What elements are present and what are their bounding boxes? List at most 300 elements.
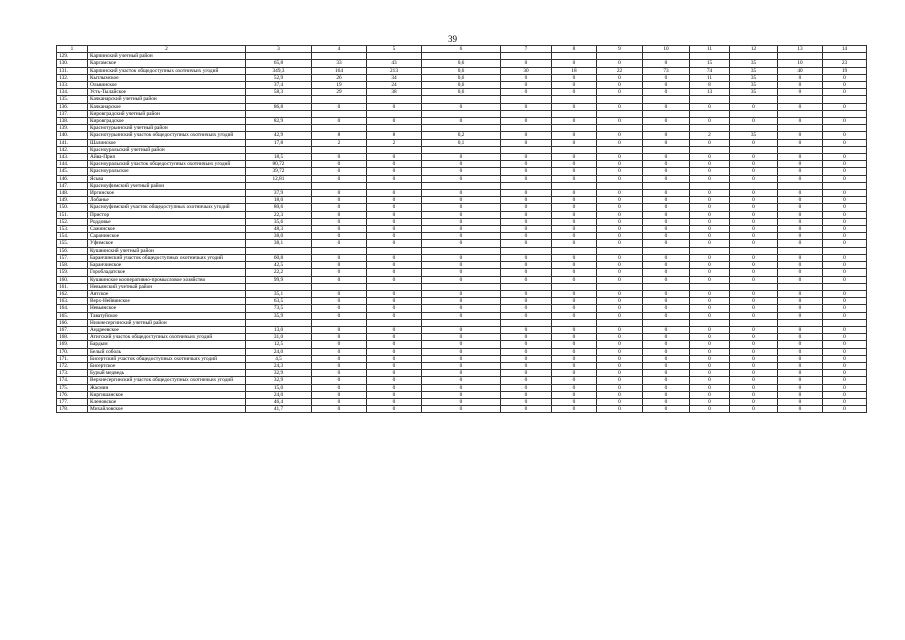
hunting-ground-name: Красноуральское [88,168,246,175]
value-cell: 10 [778,60,823,67]
value-cell: 0,2 [422,132,501,139]
value-cell: 43 [367,60,422,67]
value-cell: 0 [643,377,690,384]
value-cell: 0 [778,262,823,269]
value-cell: 0 [643,197,690,204]
value-cell [552,182,597,189]
value-cell: 0 [367,218,422,225]
value-cell: 0 [778,132,823,139]
value-cell: 0 [312,154,367,161]
value-cell: 0 [690,355,730,362]
value-cell [552,110,597,117]
value-cell: 30 [501,67,552,74]
value-cell: 18,5 [246,154,312,161]
value-cell: 0 [312,161,367,168]
row-index: 156. [57,247,88,254]
value-cell [246,53,312,60]
value-cell: 0 [552,197,597,204]
value-cell: 0 [422,334,501,341]
value-cell: 0 [552,139,597,146]
value-cell: 0 [730,103,778,110]
hunting-ground-name: Иргинское [88,190,246,197]
value-cell: 213 [367,67,422,74]
row-index: 160. [57,276,88,283]
value-cell: 0 [597,218,643,225]
hunting-ground-name: Бурый медведь [88,370,246,377]
table-row [57,82,867,89]
value-cell: 0 [552,233,597,240]
value-cell: 0 [730,262,778,269]
row-index: 129. [57,53,88,60]
hunting-ground-name: Краснотурьинский участок общедоступных охотничьих угодий [88,132,246,139]
hunting-ground-name: Жасмин [88,384,246,391]
value-cell: 0 [501,312,552,319]
value-cell: 0 [778,355,823,362]
value-cell [367,182,422,189]
row-index: 158. [57,262,88,269]
table-row [57,233,867,240]
row-index: 141. [57,139,88,146]
value-cell: 0 [367,370,422,377]
value-cell [730,283,778,290]
value-cell: 0 [312,254,367,261]
value-cell: 0 [367,190,422,197]
value-cell [643,125,690,132]
value-cell: 0 [597,190,643,197]
value-cell: 0,1 [422,139,501,146]
value-cell: 34 [367,74,422,81]
value-cell: 22 [597,67,643,74]
value-cell: 73 [643,67,690,74]
value-cell: 0 [552,362,597,369]
value-cell: 0 [501,139,552,146]
value-cell: 0 [643,204,690,211]
value-cell: 0 [643,276,690,283]
value-cell: 0 [690,298,730,305]
value-cell [246,319,312,326]
hunting-ground-name: Баранчинский участок общедоступных охотничьих угодий [88,254,246,261]
value-cell: 24,0 [246,348,312,355]
row-index: 149. [57,197,88,204]
value-cell [422,319,501,326]
value-cell: 0 [552,348,597,355]
value-cell: 0 [312,276,367,283]
value-cell: 0 [552,377,597,384]
value-cell [246,125,312,132]
value-cell: 0 [552,269,597,276]
value-cell: 18,0 [246,197,312,204]
value-cell: 0 [597,262,643,269]
value-cell [501,96,552,103]
table-row [57,334,867,341]
value-cell: 0 [823,362,867,369]
value-cell: 0 [690,276,730,283]
hunting-ground-name: Баранчинское [88,262,246,269]
hunting-ground-name: Кленовское [88,398,246,405]
value-cell: 39,72 [246,168,312,175]
value-cell: 0 [312,269,367,276]
value-cell [730,110,778,117]
value-cell: 0 [778,226,823,233]
column-number: 2 [88,46,246,53]
value-cell: 0 [690,290,730,297]
row-index: 165. [57,312,88,319]
value-cell: 0 [422,312,501,319]
value-cell: 0 [823,391,867,398]
value-cell [246,247,312,254]
value-cell: 0 [367,348,422,355]
value-cell [778,146,823,153]
value-cell: 82,9 [246,118,312,125]
value-cell: 0 [690,190,730,197]
value-cell: 0 [501,377,552,384]
value-cell: 0 [422,240,501,247]
value-cell: 0 [367,154,422,161]
value-cell: 0 [778,406,823,413]
value-cell: 74 [690,67,730,74]
table-row [57,326,867,333]
value-cell: 0 [690,262,730,269]
hunting-ground-name: Усть-Тылайское [88,89,246,96]
table-row [57,283,867,290]
value-cell: 0 [367,326,422,333]
hunting-ground-name: Верх-Нейвинское [88,298,246,305]
value-cell: 0 [690,377,730,384]
value-cell: 0 [552,276,597,283]
value-cell: 0 [730,298,778,305]
value-cell: 0 [367,312,422,319]
value-cell: 0 [823,254,867,261]
value-cell [501,319,552,326]
value-cell: 0 [597,384,643,391]
table-row [57,247,867,254]
value-cell: 0 [730,406,778,413]
value-cell [597,146,643,153]
value-cell: 0 [422,197,501,204]
value-cell: 13 [690,89,730,96]
value-cell: 0 [597,103,643,110]
value-cell: 18 [552,67,597,74]
row-index: 167. [57,326,88,333]
value-cell: 0 [552,175,597,182]
value-cell: 0 [501,154,552,161]
row-index: 153. [57,226,88,233]
column-number: 11 [690,46,730,53]
value-cell [778,319,823,326]
value-cell: 0 [422,406,501,413]
row-index: 161. [57,283,88,290]
value-cell: 0 [422,341,501,348]
value-cell: 0 [690,233,730,240]
column-number: 8 [552,46,597,53]
value-cell: 0 [597,226,643,233]
value-cell: 0 [597,348,643,355]
value-cell [367,283,422,290]
value-cell: 164 [312,67,367,74]
value-cell: 0 [823,398,867,405]
value-cell: 0 [422,103,501,110]
value-cell: 80,72 [246,161,312,168]
value-cell: 0 [552,89,597,96]
value-cell: 0 [730,204,778,211]
row-index: 164. [57,305,88,312]
value-cell: 0 [823,348,867,355]
value-cell: 58,3 [246,89,312,96]
column-number-row [57,46,867,53]
value-cell: 0 [552,168,597,175]
value-cell: 0 [778,118,823,125]
value-cell: 0 [597,204,643,211]
value-cell: 0 [778,204,823,211]
value-cell: 0 [823,370,867,377]
value-cell [422,96,501,103]
value-cell: 0 [690,240,730,247]
value-cell: 0 [422,168,501,175]
value-cell [367,247,422,254]
value-cell: 0 [778,168,823,175]
value-cell: 0 [823,240,867,247]
value-cell [597,247,643,254]
value-cell [597,319,643,326]
value-cell [501,146,552,153]
value-cell: 0 [778,290,823,297]
value-cell: 0 [730,269,778,276]
value-cell: 0 [778,82,823,89]
value-cell [778,283,823,290]
value-cell: 0 [730,168,778,175]
value-cell: 0 [643,154,690,161]
hunting-ground-name: Пристор [88,211,246,218]
value-cell: 0 [422,370,501,377]
value-cell [597,125,643,132]
value-cell [246,110,312,117]
value-cell [778,247,823,254]
value-cell: 0 [367,118,422,125]
value-cell: 0 [367,398,422,405]
value-cell [778,125,823,132]
value-cell: 0 [422,211,501,218]
value-cell: 0 [422,233,501,240]
value-cell: 0 [501,348,552,355]
value-cell: 0 [501,226,552,233]
value-cell: 0 [367,254,422,261]
value-cell: 0 [367,269,422,276]
table-row [57,254,867,261]
value-cell: 0 [597,334,643,341]
value-cell: 8 [312,132,367,139]
value-cell: 0 [597,74,643,81]
value-cell [367,125,422,132]
value-cell: 0 [730,348,778,355]
value-cell: 0 [312,326,367,333]
value-cell: 0 [501,240,552,247]
value-cell: 0 [597,341,643,348]
hunting-ground-name: Бисертское [88,362,246,369]
value-cell: 0 [643,226,690,233]
value-cell: 0 [643,305,690,312]
value-cell: 0 [367,226,422,233]
table-row [57,110,867,117]
value-cell [643,319,690,326]
column-number: 14 [823,46,867,53]
value-cell: 0 [597,312,643,319]
table-row [57,211,867,218]
hunting-ground-name: Бисертский участок общедоступных охотничьих угодий [88,355,246,362]
value-cell: 0 [597,82,643,89]
value-cell: 2 [690,132,730,139]
value-cell: 0 [690,139,730,146]
value-cell: 0 [730,161,778,168]
value-cell: 0 [552,305,597,312]
value-cell: 0 [597,276,643,283]
value-cell: 0 [501,82,552,89]
value-cell [730,125,778,132]
value-cell: 29 [312,89,367,96]
value-cell: 0 [778,334,823,341]
value-cell: 0 [823,175,867,182]
value-cell: 0 [643,161,690,168]
value-cell: 0 [778,254,823,261]
value-cell: 0 [643,406,690,413]
row-index: 178. [57,406,88,413]
value-cell: 0 [367,276,422,283]
value-cell: 0 [422,326,501,333]
value-cell: 0 [552,204,597,211]
value-cell: 0 [597,398,643,405]
value-cell [823,96,867,103]
value-cell [823,319,867,326]
value-cell: 0 [312,348,367,355]
value-cell: 37,4 [246,82,312,89]
value-cell: 0 [690,154,730,161]
row-index: 171. [57,355,88,362]
value-cell: 0 [823,326,867,333]
value-cell: 2 [312,139,367,146]
value-cell: 0 [597,197,643,204]
table-row [57,226,867,233]
value-cell: 0 [312,362,367,369]
value-cell [823,283,867,290]
value-cell: 63,5 [246,298,312,305]
value-cell [312,319,367,326]
value-cell: 0 [643,341,690,348]
table-row [57,74,867,81]
value-cell: 0 [312,197,367,204]
hunting-ground-name: Лобанье [88,197,246,204]
value-cell: 0 [501,326,552,333]
value-cell: 0 [422,218,501,225]
value-cell: 0 [552,398,597,405]
value-cell: 0 [312,226,367,233]
table-row [57,204,867,211]
hunting-ground-name: Качканарский учетный район [88,96,246,103]
value-cell: 0 [690,204,730,211]
value-cell [690,96,730,103]
hunting-ground-name: Андреевское [88,326,246,333]
value-cell: 0 [367,211,422,218]
value-cell: 0 [367,406,422,413]
value-cell: 0 [690,269,730,276]
value-cell: 0 [597,326,643,333]
value-cell: 0 [730,211,778,218]
table-row [57,377,867,384]
table-row [57,118,867,125]
value-cell: 0 [367,168,422,175]
column-number: 10 [643,46,690,53]
table-row [57,175,867,182]
value-cell: 0 [367,103,422,110]
value-cell: 24,3 [246,362,312,369]
value-cell: 0 [778,197,823,204]
value-cell: 0 [643,103,690,110]
hunting-ground-name: Каргамское [88,60,246,67]
row-index: 170. [57,348,88,355]
value-cell: 0 [597,362,643,369]
value-cell: 0 [501,60,552,67]
value-cell: 0 [552,334,597,341]
row-index: 159. [57,269,88,276]
value-cell [501,247,552,254]
value-cell: 0 [823,204,867,211]
table-row [57,341,867,348]
value-cell [597,110,643,117]
hunting-ground-name: Невьянское [88,305,246,312]
value-cell: 0 [643,334,690,341]
value-cell: 0 [552,254,597,261]
value-cell [501,283,552,290]
value-cell [597,283,643,290]
value-cell: 0 [501,168,552,175]
hunting-ground-name: Кушвинский учетный район [88,247,246,254]
row-index: 137. [57,110,88,117]
value-cell: 0 [597,290,643,297]
value-cell: 0 [730,326,778,333]
value-cell: 0 [643,240,690,247]
value-cell: 0 [501,398,552,405]
value-cell: 0 [823,168,867,175]
value-cell: 0 [778,154,823,161]
value-cell: 0 [422,348,501,355]
value-cell: 35,9 [246,312,312,319]
value-cell: 0 [823,161,867,168]
hunting-ground-name: Киргишанское [88,391,246,398]
table-row [57,67,867,74]
value-cell: 13,0 [246,326,312,333]
table-row [57,146,867,153]
value-cell: 0 [422,290,501,297]
value-cell: 0 [643,89,690,96]
table-row [57,355,867,362]
value-cell: 0 [778,312,823,319]
hunting-ground-name: Горобладатское [88,269,246,276]
value-cell: 0,6 [422,89,501,96]
value-cell: 0 [501,384,552,391]
value-cell: 0 [778,218,823,225]
table-row [57,391,867,398]
value-cell: 0 [643,218,690,225]
value-cell: 0 [597,298,643,305]
value-cell: 0 [552,190,597,197]
value-cell: 0 [367,262,422,269]
value-cell: 0 [367,240,422,247]
value-cell: 0 [367,341,422,348]
value-cell: 0 [730,139,778,146]
value-cell: 0 [422,190,501,197]
value-cell: 0 [367,384,422,391]
value-cell: 0 [730,384,778,391]
value-cell: 0 [552,391,597,398]
value-cell: 0 [823,233,867,240]
